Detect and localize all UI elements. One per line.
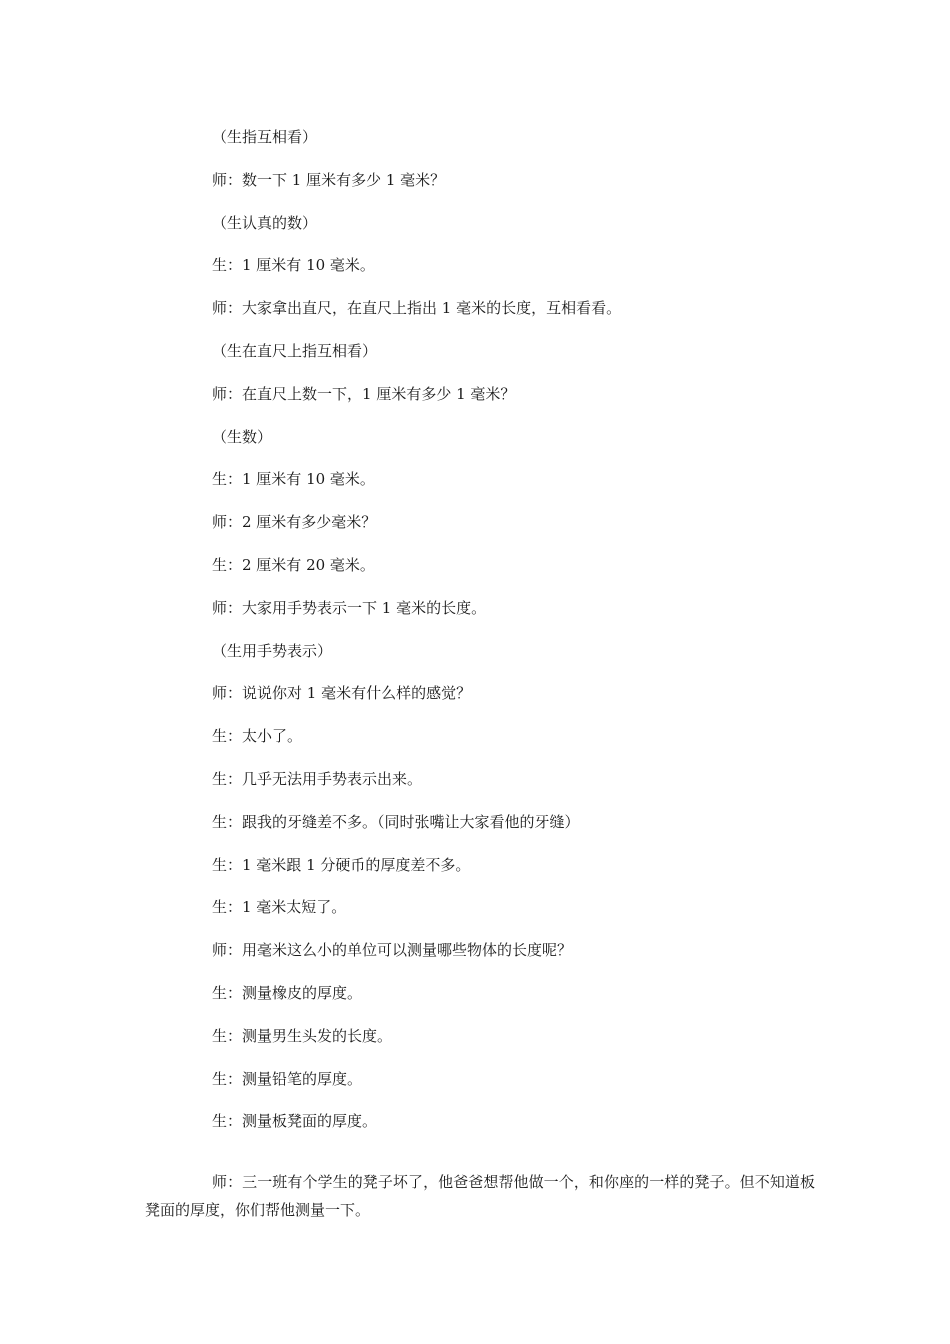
dialogue-line: （生数） — [212, 427, 273, 446]
dialogue-line: 师：说说你对 1 毫米有什么样的感觉？ — [212, 684, 472, 703]
dialogue-lines — [212, 125, 812, 1152]
dialogue-line: 生：跟我的牙缝差不多。（同时张嘴让大家看他的牙缝） — [212, 812, 580, 831]
dialogue-line: 生：1 厘米有 10 毫米。 — [212, 256, 375, 275]
dialogue-line: 生：测量铅笔的厚度。 — [212, 1069, 363, 1088]
dialogue-line: 师：数一下 1 厘米有多少 1 毫米？ — [212, 170, 446, 189]
dialogue-line: 师：大家用手势表示一下 1 毫米的长度。 — [212, 598, 487, 617]
dialogue-line: 生：1 毫米太短了。 — [212, 898, 347, 917]
dialogue-line: （生指互相看） — [212, 128, 318, 146]
dialogue-line: 生：测量男生头发的长度。 — [212, 1026, 393, 1045]
dialogue-line: 生：太小了。 — [212, 727, 303, 746]
dialogue-line: 生：1 毫米跟 1 分硬币的厚度差不多。 — [212, 855, 471, 874]
dialogue-line: 生：1 厘米有 10 毫米。 — [212, 470, 375, 489]
dialogue-line: 生：测量板凳面的厚度。 — [212, 1112, 378, 1131]
dialogue-line: 生：测量橡皮的厚度。 — [212, 983, 363, 1002]
dialogue-line: 师：2 厘米有多少毫米？ — [212, 513, 377, 532]
dialogue-line: 生：2 厘米有 20 毫米。 — [212, 555, 375, 574]
dialogue-line: 生：几乎无法用手势表示出来。 — [212, 769, 423, 788]
dialogue-line: 师：在直尺上数一下，1 厘米有多少 1 毫米？ — [212, 384, 516, 403]
final-paragraph: 师：三一班有个学生的凳子坏了，他爸爸想帮他做一个，和你座的一样的凳子。但不知道板凳面的厚度，你们帮他测量一下。 — [145, 1173, 815, 1219]
dialogue-line: （生用手势表示） — [212, 641, 333, 660]
dialogue-line: （生在直尺上指互相看） — [212, 341, 378, 360]
dialogue-line: （生认真的数） — [212, 213, 318, 232]
dialogue-line: 师：大家拿出直尺，在直尺上指出 1 毫米的长度，互相看看。 — [212, 299, 622, 318]
dialogue-line: 师：用毫米这么小的单位可以测量哪些物体的长度呢？ — [212, 941, 573, 960]
